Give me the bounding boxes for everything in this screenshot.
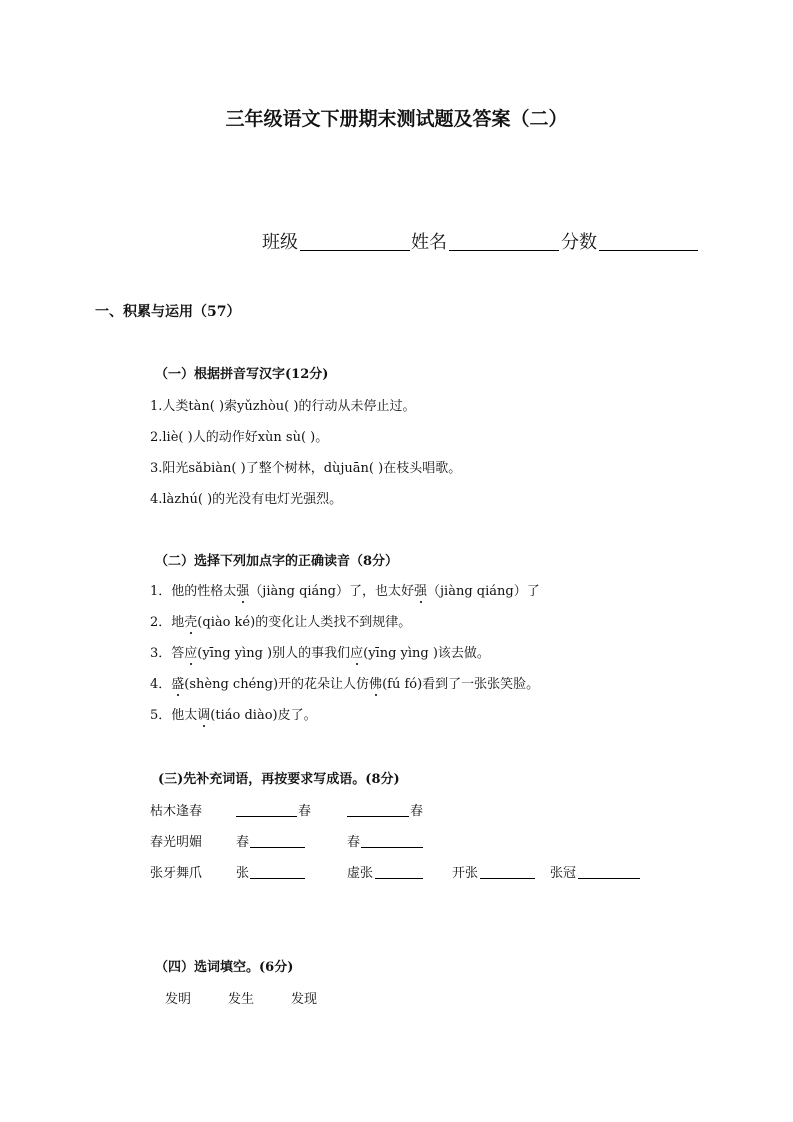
idiom-blank[interactable]	[236, 816, 297, 817]
reading-options: (fú fó)看到了一张张笑脸。	[382, 677, 540, 692]
idiom-label: 春光明媚	[150, 835, 203, 850]
score-blank[interactable]	[599, 250, 698, 251]
reading-text: 2．地	[150, 615, 185, 630]
reading-item-2	[150, 611, 411, 630]
part4-heading: （四）选词填空。(6分)	[155, 960, 294, 975]
word-option: 发生	[228, 992, 255, 1007]
part2-heading: （二）选择下列加点字的正确读音（8分）	[155, 554, 399, 569]
reading-options: (yīng yìng )该去做。	[363, 646, 490, 661]
reading-item-4	[150, 673, 539, 692]
reading-options: (tiáo diào)皮了。	[210, 708, 317, 723]
pinyin-line-1: 1.人类tàn( )索yǔzhòu( )的行动从未停止过。	[150, 399, 416, 414]
dotted-char: 调	[197, 704, 210, 723]
dotted-char: 应	[350, 642, 363, 661]
reading-item-1	[150, 580, 540, 599]
idiom-blank[interactable]	[375, 878, 423, 879]
reading-text: 4．	[150, 677, 172, 692]
pinyin-line-4: 4.làzhú( )的光没有电灯光强烈。	[150, 492, 343, 507]
idiom-blank[interactable]	[480, 878, 535, 879]
idiom-blank[interactable]	[578, 878, 640, 879]
idiom-blank[interactable]	[250, 878, 305, 879]
reading-options: (yīng yìng )别人的事我们	[197, 646, 351, 661]
idiom-char: 虚张	[347, 866, 374, 881]
idiom-char: 春	[236, 835, 250, 850]
word-option: 发明	[165, 992, 192, 1007]
reading-options: （jiàng qiáng）了	[427, 584, 540, 599]
dotted-char: 应	[184, 642, 197, 661]
idiom-blank[interactable]	[250, 847, 305, 848]
name-blank[interactable]	[449, 250, 559, 251]
idiom-char: 张	[236, 866, 250, 881]
class-blank[interactable]	[300, 250, 410, 251]
idiom-char: 春	[410, 804, 424, 819]
dotted-char: 佛	[369, 673, 382, 692]
name-label: 姓名	[411, 232, 447, 253]
score-label: 分数	[561, 232, 597, 253]
part3-heading: (三)先补充词语，再按要求写成语。(8分)	[158, 772, 400, 787]
idiom-label: 张牙舞爪	[150, 866, 203, 881]
idiom-char: 开张	[452, 866, 479, 881]
idiom-char: 春	[347, 835, 361, 850]
class-label: 班级	[262, 232, 298, 253]
reading-item-3	[150, 642, 490, 661]
section-heading: 一、积累与运用（57）	[95, 304, 241, 320]
part1-heading: （一）根据拼音写汉字(12分)	[155, 367, 329, 382]
reading-item-5	[150, 704, 317, 723]
idiom-char: 春	[298, 804, 312, 819]
page-title: 三年级语文下册期末测试题及答案（二）	[225, 108, 568, 130]
dotted-char: 强	[236, 580, 249, 599]
idiom-label: 枯木逢春	[150, 804, 203, 819]
dotted-char: 壳	[184, 611, 197, 630]
dotted-char: 盛	[171, 673, 184, 692]
dotted-char: 强	[414, 580, 427, 599]
reading-text: 3．答	[150, 646, 185, 661]
idiom-char: 张冠	[550, 866, 577, 881]
reading-options: （jiàng qiáng）了，也太好	[249, 584, 414, 599]
word-option: 发现	[291, 992, 318, 1007]
idiom-blank[interactable]	[361, 847, 423, 848]
reading-text: 5．他太	[150, 708, 198, 723]
reading-options: (qiào ké)的变化让人类找不到规律。	[197, 615, 412, 630]
reading-options: (shèng chéng)开的花朵让人仿	[184, 677, 370, 692]
pinyin-line-3: 3.阳光sǎbiàn( )了整个树林，dùjuān( )在枝头唱歌。	[150, 461, 462, 476]
idiom-blank[interactable]	[347, 816, 409, 817]
pinyin-line-2: 2.liè( )人的动作好xùn sù( )。	[150, 430, 329, 445]
reading-text: 1．他的性格太	[150, 584, 237, 599]
